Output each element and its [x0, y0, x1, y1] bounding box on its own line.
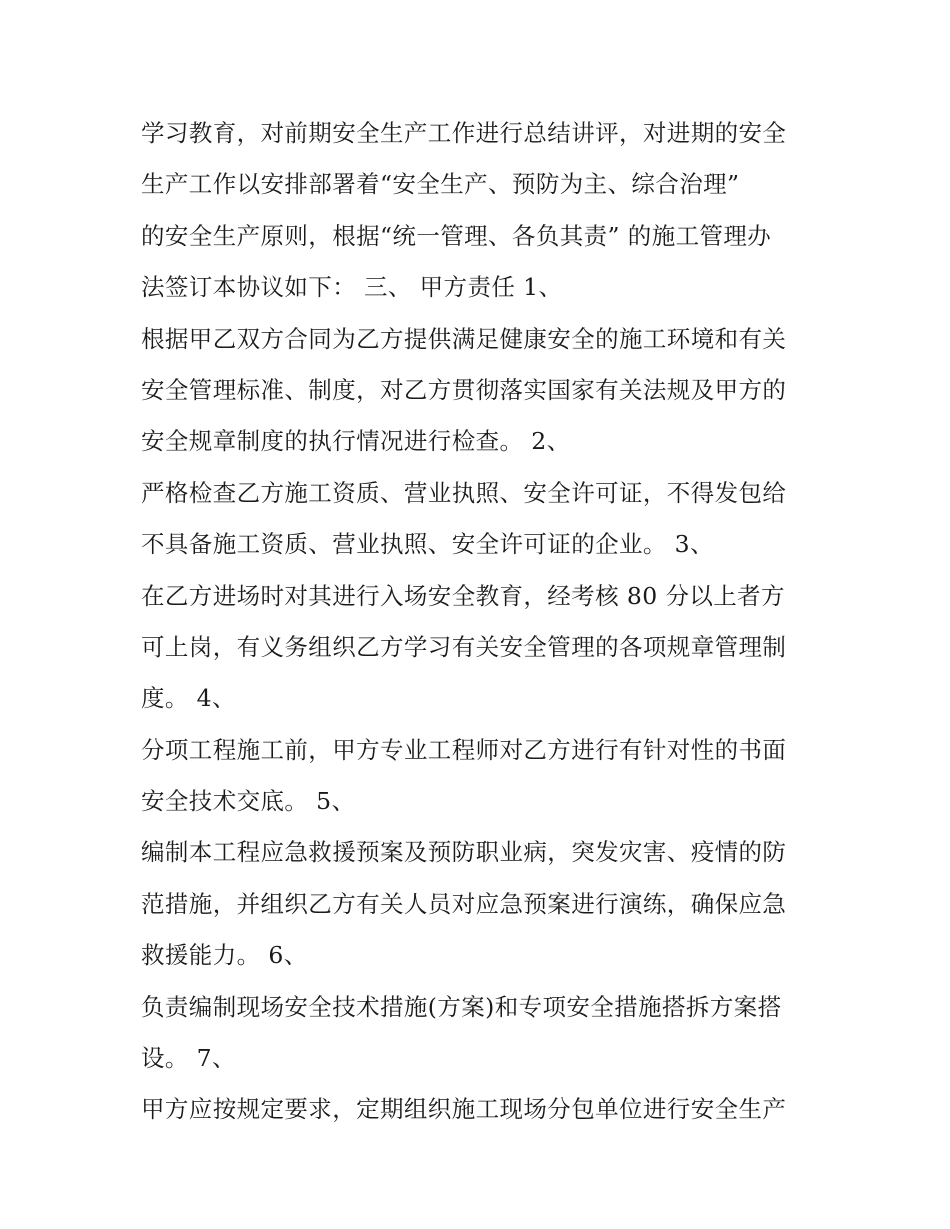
text-line: 可上岗，有义务组织乙方学习有关安全管理的各项规章管理制	[141, 632, 787, 661]
text-line: 甲方应按规定要求，定期组织施工现场分包单位进行安全生产	[141, 1095, 787, 1124]
body-text	[141, 108, 841, 1136]
text-line: 分项工程施工前，甲方专业工程师对乙方进行有针对性的书面	[141, 735, 787, 764]
text-line: 生产工作以安排部署着“安全生产、预防为主、综合治理”	[141, 170, 740, 199]
text-line: 不具备施工资质、营业执照、安全许可证的企业。 3、	[141, 530, 714, 559]
text-line: 法签订本协议如下： 三、 甲方责任 1、	[141, 273, 563, 302]
text-line: 的安全生产原则，根据“统一管理、各负其责” 的施工管理办	[141, 221, 772, 250]
text-line: 设。 7、	[141, 1044, 236, 1073]
text-line: 安全规章制度的执行情况进行检查。 2、	[141, 427, 571, 456]
text-line: 负责编制现场安全技术措施(方案)和专项安全措施搭拆方案搭	[141, 992, 782, 1021]
text-line: 在乙方进场时对其进行入场安全教育，经考核 80 分以上者方	[141, 581, 785, 610]
text-line: 救援能力。 6、	[141, 941, 308, 970]
text-line: 严格检查乙方施工资质、营业执照、安全许可证，不得发包给	[141, 478, 787, 507]
text-line: 安全技术交底。 5、	[141, 787, 356, 816]
text-line: 根据甲乙双方合同为乙方提供满足健康安全的施工环境和有关	[141, 324, 787, 353]
text-line: 度。 4、	[141, 684, 236, 713]
text-line: 学习教育，对前期安全生产工作进行总结讲评，对进期的安全	[141, 119, 787, 147]
text-line: 安全管理标准、制度，对乙方贯彻落实国家有关法规及甲方的	[141, 375, 787, 404]
text-line: 编制本工程应急救援预案及预防职业病，突发灾害、疫情的防	[141, 838, 787, 867]
text-line: 范措施，并组织乙方有关人员对应急预案进行演练，确保应急	[141, 889, 787, 918]
